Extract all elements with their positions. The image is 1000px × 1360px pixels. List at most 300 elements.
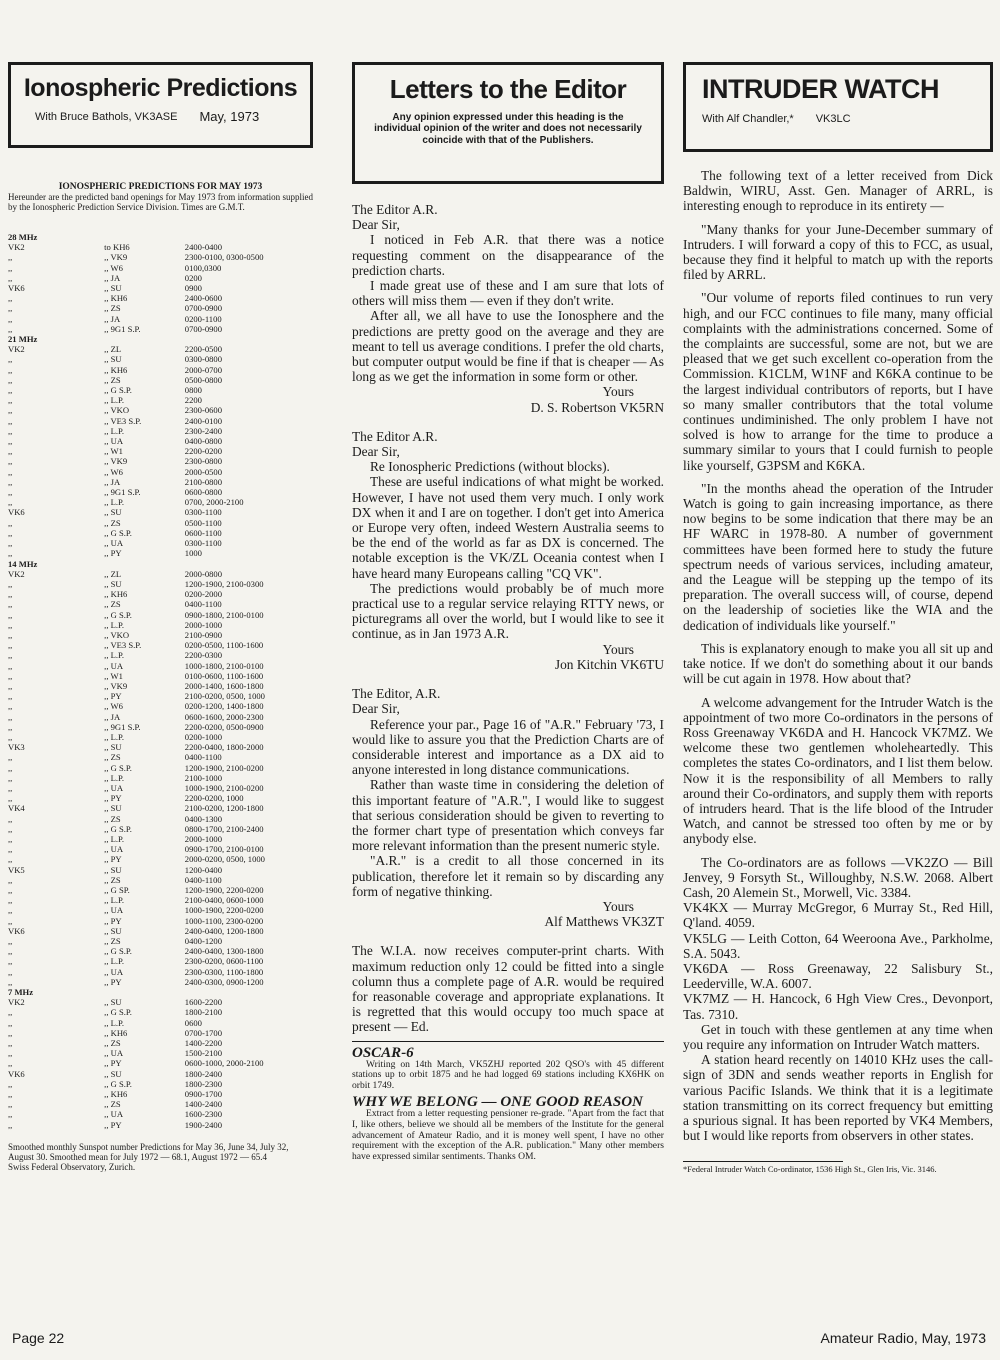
prediction-from: ,, xyxy=(8,1078,13,1089)
prediction-row xyxy=(8,487,313,497)
prediction-times: 0400-1100 xyxy=(184,874,222,885)
prediction-from: ,, xyxy=(8,425,13,436)
prediction-to: ,, VKO xyxy=(104,405,130,416)
prediction-times: 1600-2300 xyxy=(184,1109,223,1120)
intruder-body xyxy=(683,168,993,1143)
prediction-to: ,, KH6 xyxy=(104,1027,128,1038)
prediction-from: ,, xyxy=(8,354,13,365)
prediction-times: 0900-1700 xyxy=(184,1089,223,1100)
prediction-row xyxy=(8,456,313,466)
prediction-times: 1400-2200 xyxy=(184,1038,223,1049)
prediction-row xyxy=(8,671,313,681)
letter-1-p1: I noticed in Feb A.R. that there was a notice requesting comment on the disappearance of the prediction charts. xyxy=(352,232,664,278)
prediction-times: 0300-1100 xyxy=(184,538,222,549)
prediction-times: 2200-0400, 1800-2000 xyxy=(184,742,264,753)
prediction-times: 2000-0700 xyxy=(184,364,223,375)
prediction-from: ,, xyxy=(8,1048,13,1059)
letter-kitchin xyxy=(352,429,664,672)
prediction-times: 2400-0400, 1200-1800 xyxy=(184,925,264,936)
prediction-times: 1800-2300 xyxy=(184,1078,223,1089)
prediction-from: ,, xyxy=(8,1089,13,1100)
prediction-from: VK6 xyxy=(8,507,25,518)
prediction-row xyxy=(8,242,313,252)
prediction-to: ,, VE3 S.P. xyxy=(104,640,142,651)
prediction-from: VK5 xyxy=(8,864,25,875)
prediction-from: ,, xyxy=(8,272,13,283)
prediction-row xyxy=(8,416,313,426)
prediction-from: ,, xyxy=(8,517,13,528)
prediction-to: ,, KH6 xyxy=(104,293,128,304)
prediction-row xyxy=(8,732,313,742)
intruder-p2: "Many thanks for your June-December summary of Intruders. I will forward a copy of this to FCC, as usual, because they find it helpful to match up with the reports filed by ARRL. xyxy=(683,221,993,283)
prediction-to: ,, L.P. xyxy=(104,1017,124,1028)
prediction-row xyxy=(8,844,313,854)
prediction-times: 2100-0800 xyxy=(184,476,223,487)
prediction-times: 0600 xyxy=(184,1017,202,1028)
prediction-to: ,, G S.P. xyxy=(104,823,132,834)
prediction-to xyxy=(104,987,185,997)
prediction-times: 1200-1900, 2100-0200 xyxy=(184,762,264,773)
prediction-row xyxy=(8,814,313,824)
prediction-from: ,, xyxy=(8,752,13,763)
prediction-times: 0200-1200, 1400-1800 xyxy=(184,701,264,712)
prediction-times: 0200-2000 xyxy=(184,589,223,600)
prediction-to: ,, UA xyxy=(104,538,124,549)
prediction-row xyxy=(8,263,313,273)
prediction-from: ,, xyxy=(8,1017,13,1028)
prediction-times: 0900-1700, 2100-0100 xyxy=(184,844,264,855)
prediction-to: ,, VK9 xyxy=(104,252,128,263)
prediction-row xyxy=(8,436,313,446)
letter-2-to: The Editor A.R. xyxy=(352,428,438,444)
prediction-from: ,, xyxy=(8,793,13,804)
prediction-to: ,, PY xyxy=(104,1058,122,1069)
prediction-times: 0600-1000, 2000-2100 xyxy=(184,1058,264,1069)
prediction-times: 0900-1800, 2100-0100 xyxy=(184,609,264,620)
prediction-row xyxy=(8,793,313,803)
prediction-row xyxy=(8,507,313,517)
prediction-to: ,, L.P. xyxy=(104,395,124,406)
prediction-row xyxy=(8,426,313,436)
letters-body xyxy=(352,202,664,1035)
publication-footer: Amateur Radio, May, 1973 xyxy=(820,1330,986,1346)
prediction-to: ,, PY xyxy=(104,1119,122,1130)
letter-matthews xyxy=(352,686,664,929)
coordinator-vk7mz: VK7MZ — H. Hancock, 6 Hgh View Cres., Devonport, Tas. 7310. xyxy=(683,991,993,1022)
coordinator-vk4kx: VK4KX — Murray McGregor, 6 Murray St., Red Hill, Q'land. 4059. xyxy=(683,900,993,931)
prediction-to: ,, PY xyxy=(104,976,122,987)
prediction-row xyxy=(8,691,313,701)
prediction-times: 1000 xyxy=(184,548,202,559)
letter-1-greeting: Dear Sir, xyxy=(352,217,400,233)
prediction-to: ,, SU xyxy=(104,997,122,1008)
prediction-to: ,, PY xyxy=(104,793,122,804)
prediction-to: ,, 9G1 S.P. xyxy=(104,721,141,732)
letter-1-p2: I made great use of these and I am sure that lots of others will miss them — even if they don't write. xyxy=(352,278,664,309)
prediction-times: 2100-0200, 1200-1800 xyxy=(184,803,264,814)
prediction-from: VK2 xyxy=(8,242,25,253)
prediction-to: ,, UA xyxy=(104,844,124,855)
prediction-to: ,, SU xyxy=(104,1068,122,1079)
prediction-from: ,, xyxy=(8,956,13,967)
footnote-rule xyxy=(683,1161,843,1162)
prediction-from: 14 MHz xyxy=(8,558,38,569)
prediction-to: ,, W6 xyxy=(104,466,123,477)
ionospheric-header-box xyxy=(8,62,313,148)
prediction-times: 2200 xyxy=(184,395,202,406)
prediction-row xyxy=(8,1089,313,1099)
prediction-row xyxy=(8,712,313,722)
prediction-to: ,, SU xyxy=(104,864,122,875)
prediction-times: 2300-0300, 1100-1800 xyxy=(184,966,264,977)
prediction-row xyxy=(8,946,313,956)
prediction-to: ,, SU xyxy=(104,354,122,365)
prediction-from: ,, xyxy=(8,466,13,477)
prediction-times: 0800 xyxy=(184,385,202,396)
why-we-belong-title: WHY WE BELONG — ONE GOOD REASON xyxy=(352,1094,643,1111)
prediction-row xyxy=(8,885,313,895)
letters-header-box xyxy=(352,62,664,184)
prediction-row xyxy=(8,620,313,630)
prediction-from: ,, xyxy=(8,527,13,538)
prediction-from: ,, xyxy=(8,915,13,926)
prediction-from: ,, xyxy=(8,854,13,865)
prediction-times: 2400-0300, 0900-1200 xyxy=(184,976,264,987)
prediction-row xyxy=(8,956,313,966)
prediction-to: ,, 9G1 S.P. xyxy=(104,487,141,498)
prediction-to: ,, KH6 xyxy=(104,1089,128,1100)
prediction-times xyxy=(185,334,313,344)
prediction-from: ,, xyxy=(8,252,13,263)
prediction-row xyxy=(8,589,313,599)
sunspot-footnote: Smoothed monthly Sunspot number Predictions for May 36, June 34, July 32, August 30. Smoothed mean for July 1972 — 68.1, August 1972 — 65.4 xyxy=(8,1141,289,1162)
intruder-header-box xyxy=(683,62,993,152)
prediction-times: 0200-1100 xyxy=(184,313,222,324)
prediction-from: ,, xyxy=(8,487,13,498)
prediction-row xyxy=(8,1007,313,1017)
letters-column xyxy=(352,62,664,1162)
prediction-from: ,, xyxy=(8,782,13,793)
prediction-times: 2000-0500 xyxy=(184,466,223,477)
prediction-from: ,, xyxy=(8,905,13,916)
prediction-times: 0200 xyxy=(184,272,202,283)
editor-note: The W.I.A. now receives computer-print charts. With maximum reduction only 12 could be fitted into a single column thus a complete page of A.R. would be required for reasonable coverage and appropriate explanations. It is regretted that this would occupy too much space at present — Ed. xyxy=(352,943,664,1035)
prediction-from: ,, xyxy=(8,385,13,396)
prediction-from: ,, xyxy=(8,262,13,273)
prediction-times: 0400-1200 xyxy=(184,936,223,947)
prediction-from: ,, xyxy=(8,874,13,885)
intruder-callsign: VK3LC xyxy=(815,112,851,125)
prediction-row xyxy=(8,640,313,650)
letters-title: Letters to the Editor xyxy=(389,74,627,104)
prediction-times: 0700-0900 xyxy=(184,303,223,314)
prediction-from: VK6 xyxy=(8,1068,25,1079)
prediction-row xyxy=(8,783,313,793)
prediction-to: ,, L.P. xyxy=(104,772,124,783)
prediction-to: ,, G S.P. xyxy=(104,609,132,620)
prediction-to: ,, ZS xyxy=(104,374,121,385)
prediction-from: ,, xyxy=(8,313,13,324)
prediction-from: ,, xyxy=(8,976,13,987)
prediction-times: 1200-1900, 2100-0300 xyxy=(184,578,264,589)
intruder-byline-row xyxy=(702,113,974,125)
prediction-times: 2100-0200, 0500, 1000 xyxy=(184,691,265,702)
prediction-times: 1200-1900, 2200-0200 xyxy=(184,885,264,895)
letter-3-p1: Reference your par., Page 16 of "A.R." February '73, I would like to assure you that the Prediction Charts are of considerable interest and importance as a DX aid to anyone interested in long distance communications. xyxy=(352,716,664,778)
prediction-to: ,, L.P. xyxy=(104,425,124,436)
prediction-to: ,, KH6 xyxy=(104,364,128,375)
prediction-from: ,, xyxy=(8,303,13,314)
prediction-row xyxy=(8,528,313,538)
prediction-to: ,, W6 xyxy=(104,701,123,712)
prediction-row xyxy=(8,1099,313,1109)
prediction-to: ,, 9G1 S.P. xyxy=(104,323,141,334)
prediction-row xyxy=(8,905,313,915)
prediction-times: 0500-0800 xyxy=(184,374,223,385)
prediction-row xyxy=(8,681,313,691)
intruder-p1: The following text of a letter received from Dick Baldwin, WIRU, Asst. Gen. Manager of ARRL, is interesting enough to reproduce in its entirety — xyxy=(683,168,993,214)
prediction-row xyxy=(8,273,313,283)
prediction-from: ,, xyxy=(8,711,13,722)
observatory-credit: Swiss Federal Observatory, Zurich. xyxy=(8,1161,136,1172)
letter-3-p2: Rather than waste time in considering the deletion of this important feature of "A.R.", I would like to suggest that serious consideration should be given to reverting to the former chart type of presentation which conveys far more relevant information than the present numeric style. xyxy=(352,777,664,854)
prediction-from: ,, xyxy=(8,497,13,508)
prediction-times: 0400-1100 xyxy=(184,752,222,763)
prediction-row xyxy=(8,1028,313,1038)
intruder-p8: Get in touch with these gentlemen at any time when you require any information on Intruder Watch matters. xyxy=(683,1021,993,1052)
prediction-times: 2200-0200 xyxy=(184,446,223,457)
prediction-to: ,, VKO xyxy=(104,629,130,640)
prediction-row xyxy=(8,977,313,987)
prediction-to: ,, JA xyxy=(104,711,121,722)
prediction-row xyxy=(8,865,313,875)
prediction-times: 2300-2400 xyxy=(184,425,223,436)
prediction-row xyxy=(8,497,313,507)
prediction-row xyxy=(8,314,313,324)
prediction-from: ,, xyxy=(8,1027,13,1038)
prediction-from: ,, xyxy=(8,548,13,559)
letter-2-p2: The predictions would probably be of much more practical use to a regular service relaying RTTY news, or picturegrams all over the world, but I would like to see it continue, as in Jan 1973 A.R. xyxy=(352,580,664,642)
prediction-times: 0600-1600, 2000-2300 xyxy=(184,711,264,722)
prediction-to: ,, SU xyxy=(104,925,122,936)
prediction-row xyxy=(8,701,313,711)
prediction-to: ,, G S.P. xyxy=(104,762,132,773)
prediction-from: VK2 xyxy=(8,344,25,355)
prediction-from: ,, xyxy=(8,1038,13,1049)
prediction-from: ,, xyxy=(8,844,13,855)
band-heading xyxy=(8,334,313,344)
prediction-from: ,, xyxy=(8,619,13,630)
prediction-times xyxy=(185,559,313,569)
prediction-from: ,, xyxy=(8,456,13,467)
prediction-to: ,, PY xyxy=(104,854,122,865)
prediction-row xyxy=(8,1069,313,1079)
prediction-row xyxy=(8,997,313,1007)
prediction-times xyxy=(185,232,313,242)
prediction-times: 1000-1900, 2200-0200 xyxy=(184,905,264,916)
prediction-times: 2300-0800 xyxy=(184,456,223,467)
prediction-to: ,, VK9 xyxy=(104,680,128,691)
prediction-from: 21 MHz xyxy=(8,334,38,345)
letter-2-re: Re Ionospheric Predictions (without blocks). xyxy=(370,459,610,475)
prediction-row xyxy=(8,610,313,620)
prediction-to: ,, SU xyxy=(104,742,122,753)
prediction-times: 0100,0300 xyxy=(184,262,222,273)
prediction-to: ,, ZS xyxy=(104,517,121,528)
predictions-intro: Hereunder are the predicted band openings for May 1973 from information supplied by the Ionospheric Prediction Service Division. Times are G.M.T. xyxy=(8,192,313,212)
letters-disclaimer: Any opinion expressed under this heading is the individual opinion of the writer and does not necessarily coincide with that of the Publishers. xyxy=(374,111,642,146)
prediction-times: 0700, 2000-2100 xyxy=(184,497,244,508)
letter-3-greeting: Dear Sir, xyxy=(352,701,400,717)
prediction-to: ,, L.P. xyxy=(104,731,124,742)
prediction-from: ,, xyxy=(8,640,13,651)
prediction-times: 2200-0200, 0500-0900 xyxy=(184,721,264,732)
prediction-times: 1800-2400 xyxy=(184,1068,223,1079)
prediction-from: VK2 xyxy=(8,997,25,1008)
intruder-p5: This is explanatory enough to make you all sit up and take notice. If we don't do something about it our bands will be cut again in 1978. How about that? xyxy=(683,640,993,687)
prediction-from: ,, xyxy=(8,436,13,447)
prediction-times: 1200-0400 xyxy=(184,864,223,875)
prediction-from: ,, xyxy=(8,966,13,977)
prediction-to: ,, SU xyxy=(104,578,122,589)
prediction-to: ,, ZS xyxy=(104,752,121,763)
prediction-to: ,, W6 xyxy=(104,262,123,273)
prediction-times: 0700-1700 xyxy=(184,1027,223,1038)
prediction-times: 0600-1100 xyxy=(184,527,222,538)
prediction-from: ,, xyxy=(8,599,13,610)
letter-1-closing: Yours xyxy=(602,384,634,400)
prediction-times: 0900 xyxy=(184,283,202,294)
prediction-from: ,, xyxy=(8,405,13,416)
letter-2-p1: These are useful indications of what might be worked. However, I have not used them very much. I only work DX when it and I are on together. I don't get into America or Europe very often, indeed Western Australia seems to be the end of the world as far as DX is concerned. The notable exception is the VK/ZL Oceania contest when I have heard many Europeans calling "CQ VK". xyxy=(352,474,664,581)
ionospheric-date: May, 1973 xyxy=(199,108,260,124)
prediction-times: 1400-2400 xyxy=(184,1099,223,1110)
oscar-text: Writing on 14th March, VK5ZHJ reported 202 QSO's with 45 different stations up to orbit 1875 and he had logged 69 stations including KX6HK on orbit 1749. xyxy=(352,1058,664,1091)
intruder-byline: With Alf Chandler,* xyxy=(702,112,794,125)
prediction-to xyxy=(104,232,185,242)
prediction-to: ,, G S.P. xyxy=(104,385,132,396)
prediction-to: ,, UA xyxy=(104,660,124,671)
prediction-from: ,, xyxy=(8,578,13,589)
prediction-from: ,, xyxy=(8,721,13,732)
prediction-times: 2300-0100, 0300-0500 xyxy=(184,252,264,263)
intruder-p9: A station heard recently on 14010 KHz uses the call-sign of 3DN and sends weather reports in English for various Pacific Islands. We think that it is a legitimate station transmitting on its correct frequency but emitting a spurious signal. It has been reported by VK4 Members, but I would like reports from observers in other states. xyxy=(683,1052,993,1144)
prediction-to: ,, KH6 xyxy=(104,589,128,600)
prediction-from: VK2 xyxy=(8,568,25,579)
prediction-to: ,, ZS xyxy=(104,874,121,885)
prediction-times: 2000-0800 xyxy=(184,568,223,579)
prediction-times: 2300-0600 xyxy=(184,405,223,416)
prediction-from: ,, xyxy=(8,609,13,620)
prediction-times: 1000-1100, 2300-0200 xyxy=(184,915,264,926)
prediction-row xyxy=(8,1079,313,1089)
prediction-from: VK6 xyxy=(8,283,25,294)
letter-3-p3: "A.R." is a credit to all those concerned in its publication, therefore let it remain so by discarding any form of negative thinking. xyxy=(352,853,664,899)
prediction-row xyxy=(8,344,313,354)
prediction-from: ,, xyxy=(8,629,13,640)
letter-3-signature: Alf Matthews VK3ZT xyxy=(544,914,664,930)
prediction-times: 2000-1400, 1600-1800 xyxy=(184,680,264,691)
prediction-times: 2000-1000 xyxy=(184,833,223,844)
prediction-times: 2100-1000 xyxy=(184,772,223,783)
prediction-times: 0500-1100 xyxy=(184,517,222,528)
prediction-times: 2300-0200, 0600-1100 xyxy=(184,956,264,967)
prediction-to: ,, ZL xyxy=(104,568,122,579)
letter-2-signature: Jon Kitchin VK6TU xyxy=(554,656,664,672)
prediction-to: ,, L.P. xyxy=(104,650,124,661)
prediction-from: ,, xyxy=(8,691,13,702)
prediction-to: ,, JA xyxy=(104,313,121,324)
prediction-times: 2000-0200, 0500, 1000 xyxy=(184,854,265,865)
prediction-times: 0800-1700, 2100-2400 xyxy=(184,823,264,834)
prediction-from: ,, xyxy=(8,446,13,457)
prediction-row xyxy=(8,661,313,671)
prediction-from: ,, xyxy=(8,885,13,895)
prediction-to: ,, L.P. xyxy=(104,956,124,967)
prediction-from: ,, xyxy=(8,762,13,773)
intruder-footnote: *Federal Intruder Watch Co-ordinator, 1536 High St., Glen Iris, Vic. 3146. xyxy=(683,1164,937,1175)
prediction-row xyxy=(8,385,313,395)
prediction-row xyxy=(8,916,313,926)
prediction-row xyxy=(8,926,313,936)
prediction-from: 28 MHz xyxy=(8,232,38,242)
why-we-belong-text: Extract from a letter requesting pensioner re-grade. "Apart from the fact that I, like others, believe we should all be members of the Institute for the general advancement of Amateur Radio, and it is money well spent, I have no other requirement with the exception of the A.R. publication." Many other members have expressed similar sentiments. Thanks OM. xyxy=(352,1108,664,1162)
prediction-from: ,, xyxy=(8,323,13,334)
prediction-times: 0200-1000 xyxy=(184,731,223,742)
prediction-to: ,, G S.P. xyxy=(104,1007,132,1018)
prediction-row xyxy=(8,599,313,609)
coordinator-vk6da: VK6DA — Ross Greenaway, 22 Salisbury St., Leederville, W.A. 6007. xyxy=(683,960,993,992)
prediction-to: ,, ZS xyxy=(104,599,121,610)
predictions-table xyxy=(8,232,313,1130)
intruder-title: INTRUDER WATCH xyxy=(702,74,939,104)
prediction-from: 7 MHz xyxy=(8,987,34,998)
prediction-to: ,, ZS xyxy=(104,936,121,947)
prediction-times: 1500-2100 xyxy=(184,1048,223,1059)
prediction-row xyxy=(8,895,313,905)
prediction-from: VK6 xyxy=(8,925,25,936)
oscar-title: OSCAR-6 xyxy=(352,1044,414,1061)
prediction-from: ,, xyxy=(8,936,13,947)
prediction-row xyxy=(8,824,313,834)
prediction-row xyxy=(8,252,313,262)
prediction-times: 1000-1900, 2100-0200 xyxy=(184,782,264,793)
prediction-times: 0100-0600, 1100-1600 xyxy=(184,670,264,681)
prediction-times: 0400-1100 xyxy=(184,599,222,610)
prediction-from: ,, xyxy=(8,1058,13,1069)
prediction-from: ,, xyxy=(8,538,13,549)
ionospheric-byline-row xyxy=(21,108,300,124)
prediction-from: ,, xyxy=(8,1099,13,1110)
prediction-from: ,, xyxy=(8,364,13,375)
prediction-row xyxy=(8,354,313,364)
prediction-from: ,, xyxy=(8,701,13,712)
prediction-to: ,, ZS xyxy=(104,303,121,314)
prediction-times: 2200-0500 xyxy=(184,344,223,355)
prediction-from: ,, xyxy=(8,660,13,671)
prediction-from: ,, xyxy=(8,1109,13,1120)
coordinator-vk5lg: VK5LG — Leith Cotton, 64 Weeroona Ave., Parkholme, S.A. 5043. xyxy=(683,930,993,961)
prediction-to: ,, ZS xyxy=(104,813,121,824)
prediction-from: ,, xyxy=(8,823,13,834)
page-number: Page 22 xyxy=(12,1330,65,1346)
prediction-from: ,, xyxy=(8,946,13,957)
prediction-times: 2100-0900 xyxy=(184,629,223,640)
prediction-from: ,, xyxy=(8,374,13,385)
intruder-p3: "Our volume of reports filed continues to run very high, and our FCC continues to file many, many official complaints with the administrations concerned. Some of the complaints are successful, some are not, but we are pleased that we get such excellent co-operation from the Commission. K1CLM, W1NF and K6KA continue to be the largest individual contributors of reports, but I have so many smaller contributors that the total volume continues undiminished. The only problem I have not solved is how to arrange for the time to produce a summary similar to yours that I could furnish to people like yourself, G3PSM and K6KA. xyxy=(683,290,993,473)
prediction-to: ,, UA xyxy=(104,905,124,916)
prediction-row xyxy=(8,1018,313,1028)
